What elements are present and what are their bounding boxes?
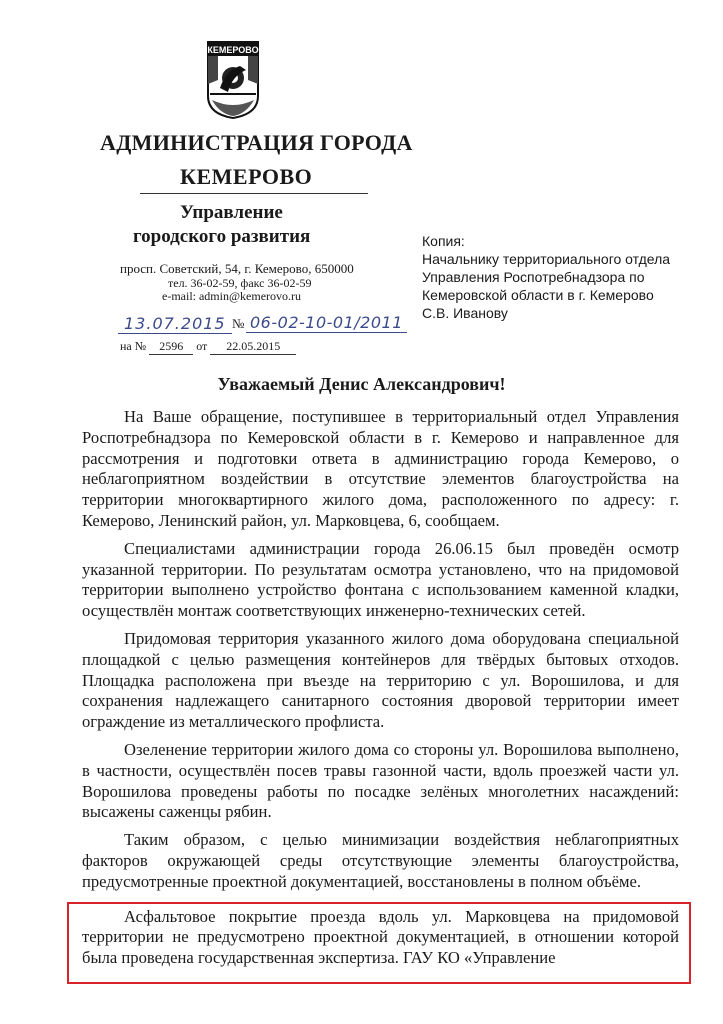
reference-date: 22.05.2015 — [210, 339, 296, 355]
copy-recipient-block — [422, 232, 712, 322]
body-paragraph: Специалистами администрации города 26.06.15 был проведён осмотр указанной территории. По результатам осмотра установлено, что на придомовой территории выполнено устройство фонтана с использованием каменной кладки, осуществлён монтаж соответствующих инженерно-технических сетей. — [82, 538, 679, 621]
body-paragraph: Озеленение территории жилого дома со стороны ул. Ворошилова выполнено, в частности, осуществлён посев травы газонной части, вдоль проезжей части ул. Ворошилова проведены работы по посадке зелёных многолетних насаждений: высажены саженцы рябин. — [82, 739, 679, 822]
org-email: e-mail: admin@kemerovo.ru — [162, 289, 302, 303]
reference-row — [120, 339, 296, 355]
org-name-line1: АДМИНИСТРАЦИЯ ГОРОДА — [100, 130, 413, 155]
reference-prefix: на № — [120, 339, 147, 353]
letter-body — [82, 407, 679, 976]
body-paragraph: Таким образом, с целью минимизации воздействия неблагоприятных факторов окружающей среды отсутствующие элементы благоустройства, предусмотренные проектной документацией, восстановлены в полном объёме. — [82, 830, 679, 891]
outgoing-number-label: № — [232, 316, 245, 331]
body-paragraph: На Ваше обращение, поступившее в территориальный отдел Управления Роспотребнадзора по Кемеровской области в г. Кемерово и направленное для рассмотрения и подготовки ответа в администрацию города Кемерово, о неблагоприятном воздействии в отсутствие элементов благоустройства на территории многоквартирного жилого дома, расположенного по адресу: г. Кемерово, Ленинский район, ул. Марковцева, 6, сообщаем. — [82, 407, 679, 530]
body-paragraph-highlighted: Асфальтовое покрытие проезда вдоль ул. Марковцева на придомовой территории не предусмотрено проектной документацией, в отношении которой была проведена государственная экспертиза. ГАУ КО «Управление — [82, 906, 679, 968]
header-divider — [140, 193, 368, 194]
org-address: просп. Советский, 54, г. Кемерово, 650000 — [120, 261, 354, 276]
department-line1: Управление — [180, 202, 283, 223]
kemerovo-coat-of-arms — [206, 40, 260, 120]
org-name-line2: КЕМЕРОВО — [180, 164, 313, 189]
copy-label: Копия: — [422, 233, 465, 249]
body-paragraph: Придомовая территория указанного жилого дома оборудована специальной площадкой с целью размещения контейнеров для твёрдых бытовых отходов. Площадка расположена при въезде на территорию с ул. Ворошилова, и для сохранения надлежащего санитарного состояния дворовой территории имеет ограждение из металлического профлиста. — [82, 628, 679, 732]
copy-line: Управления Роспотребнадзора по — [422, 269, 645, 285]
copy-line: Начальнику территориального отдела — [422, 251, 671, 267]
greeting: Уважаемый Денис Александрович! — [217, 374, 506, 394]
copy-line: С.В. Иванову — [422, 305, 508, 321]
outgoing-date: 13.07.2015 — [118, 314, 232, 334]
reference-number: 2596 — [149, 339, 193, 355]
outgoing-number: 06-02-10-01/2011 — [246, 313, 407, 333]
svg-text:КЕМЕРОВО: КЕМЕРОВО — [207, 45, 259, 55]
copy-line: Кемеровской области в г. Кемерово — [422, 287, 654, 303]
org-phone: тел. 36-02-59, факс 36-02-59 — [168, 276, 312, 290]
department-line2: городского развития — [133, 226, 311, 247]
highlight-box — [67, 902, 691, 984]
reference-from: от — [196, 339, 208, 353]
